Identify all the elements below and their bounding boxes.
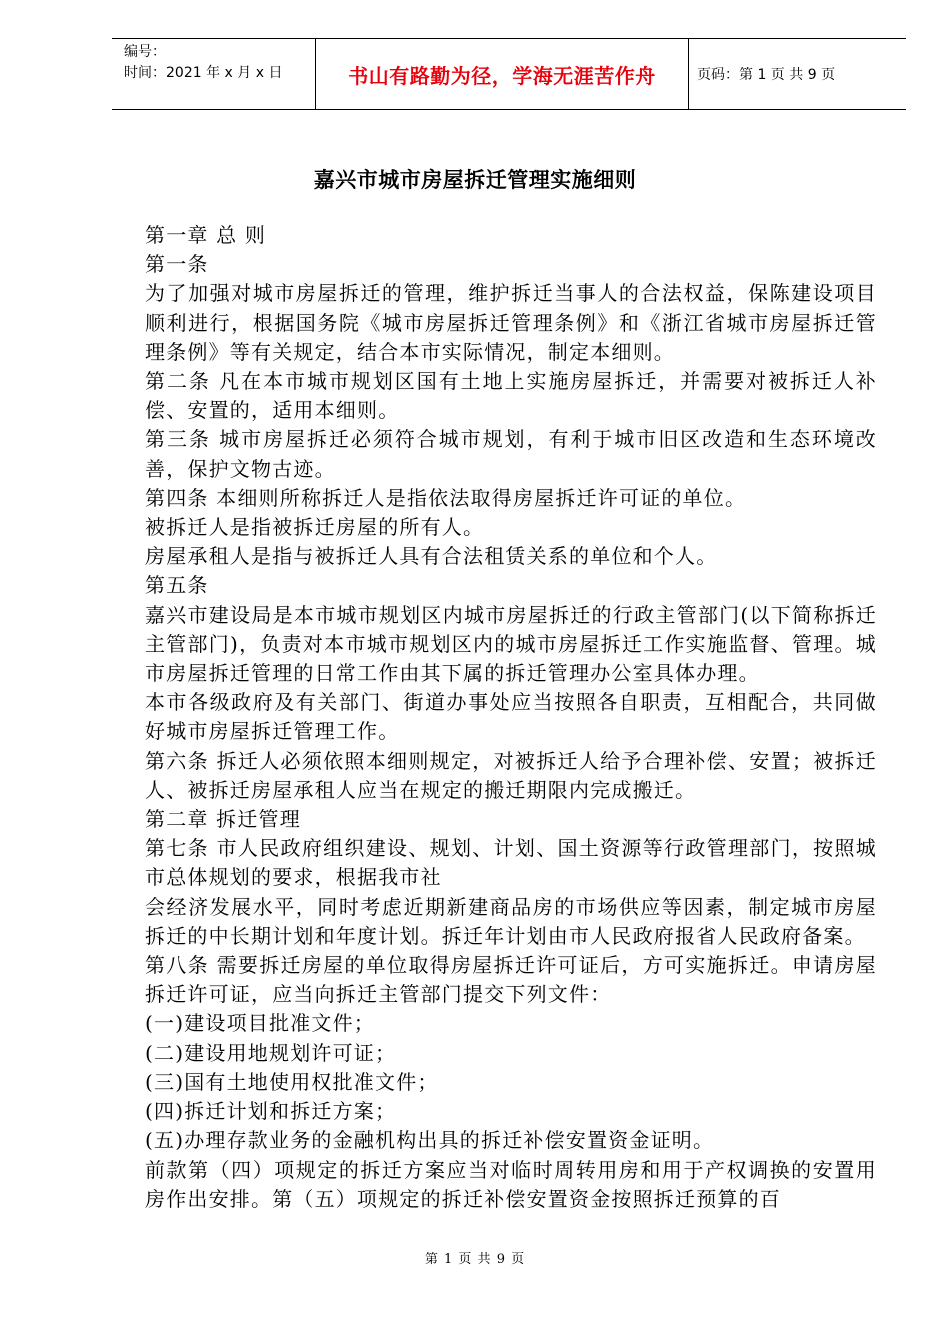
paragraph: 第二条 凡在本市城市规划区国有土地上实施房屋拆迁，并需要对被拆迁人补偿、安置的，适用本细则。 — [145, 369, 877, 423]
paragraph: 第二章 拆迁管理 — [145, 807, 301, 832]
paragraph: 第七条 市人民政府组织建设、规划、计划、国土资源等行政管理部门，按照城市总体规划的要求，根据我市社 — [145, 836, 877, 890]
paragraph: 会经济发展水平，同时考虑近期新建商品房的市场供应等因素，制定城市房屋拆迁的中长期计划和年度计划。拆迁年计划由市人民政府报省人民政府备案。 — [145, 894, 877, 948]
header-page-info: 页码：第 1 页 共 9 页 — [697, 67, 836, 83]
document-body — [145, 221, 877, 1214]
paragraph: 第一章 总 则 — [145, 223, 267, 247]
paragraph: 前款第（四）项规定的拆迁方案应当对临时周转用房和用于产权调换的安置用房作出安排。第（五）项规定的拆迁补偿安置资金按照拆迁预算的百 — [145, 1157, 877, 1211]
paragraph: (二)建设用地规划许可证； — [145, 1040, 397, 1065]
paragraph: 第三条 城市房屋拆迁必须符合城市规划，有利于城市旧区改造和生态环境改善，保护文物古迹。 — [145, 427, 877, 481]
paragraph: (三)国有土地使用权批准文件； — [145, 1069, 439, 1094]
document-title: 嘉兴市城市房屋拆迁管理实施细则 — [313, 168, 637, 192]
header-motto: 书山有路勤为径，学海无涯苦作舟 — [315, 39, 689, 109]
paragraph: 第四条 本细则所称拆迁人是指依法取得房屋拆迁许可证的单位。 — [145, 485, 747, 510]
time-label: 时间：2021 年 x 月 x 日 — [124, 65, 283, 81]
paragraph: 嘉兴市建设局是本市城市规划区内城市房屋拆迁的行政主管部门(以下简称拆迁主管部门)，负责对本市城市规划区内的城市房屋拆迁工作实施监督、管理。城市房屋拆迁管理的日常工作由其下属的拆迁管理办公室具体办理。 — [145, 602, 877, 686]
paragraph: 房屋承租人是指与被拆迁人具有合法租赁关系的单位和个人。 — [145, 544, 718, 569]
paragraph: 第八条 需要拆迁房屋的单位取得房屋拆迁许可证后，方可实施拆迁。申请房屋拆迁许可证，应当向拆迁主管部门提交下列文件： — [145, 953, 877, 1007]
paragraph: (五)办理存款业务的金融机构出具的拆迁补偿安置资金证明。 — [145, 1128, 715, 1153]
paragraph: 第一条 — [145, 252, 209, 277]
header-meta — [112, 39, 315, 109]
paragraph: 第六条 拆迁人必须依照本细则规定，对被拆迁人给予合理补偿、安置；被拆迁人、被拆迁房屋承租人应当在规定的搬迁期限内完成搬迁。 — [145, 748, 877, 802]
paragraph: (一)建设项目批准文件； — [145, 1011, 376, 1036]
paragraph: 第五条 — [145, 573, 209, 598]
paragraph: 被拆迁人是指被拆迁房屋的所有人。 — [145, 515, 485, 540]
number-label: 编号： — [124, 44, 166, 60]
paragraph: 为了加强对城市房屋拆迁的管理，维护拆迁当事人的合法权益，保陈建设项目顺利进行，根据国务院《城市房屋拆迁管理条例》和《浙江省城市房屋拆迁管理条例》等有关规定，结合本市实际情况，制定本细则。 — [145, 281, 877, 364]
paragraph: (四)拆迁计划和拆迁方案； — [145, 1099, 397, 1124]
page-footer: 第 1 页 共 9 页 — [424, 1252, 526, 1267]
paragraph: 本市各级政府及有关部门、街道办事处应当按照各自职责，互相配合，共同做好城市房屋拆迁管理工作。 — [145, 690, 877, 744]
page-header — [112, 38, 906, 110]
